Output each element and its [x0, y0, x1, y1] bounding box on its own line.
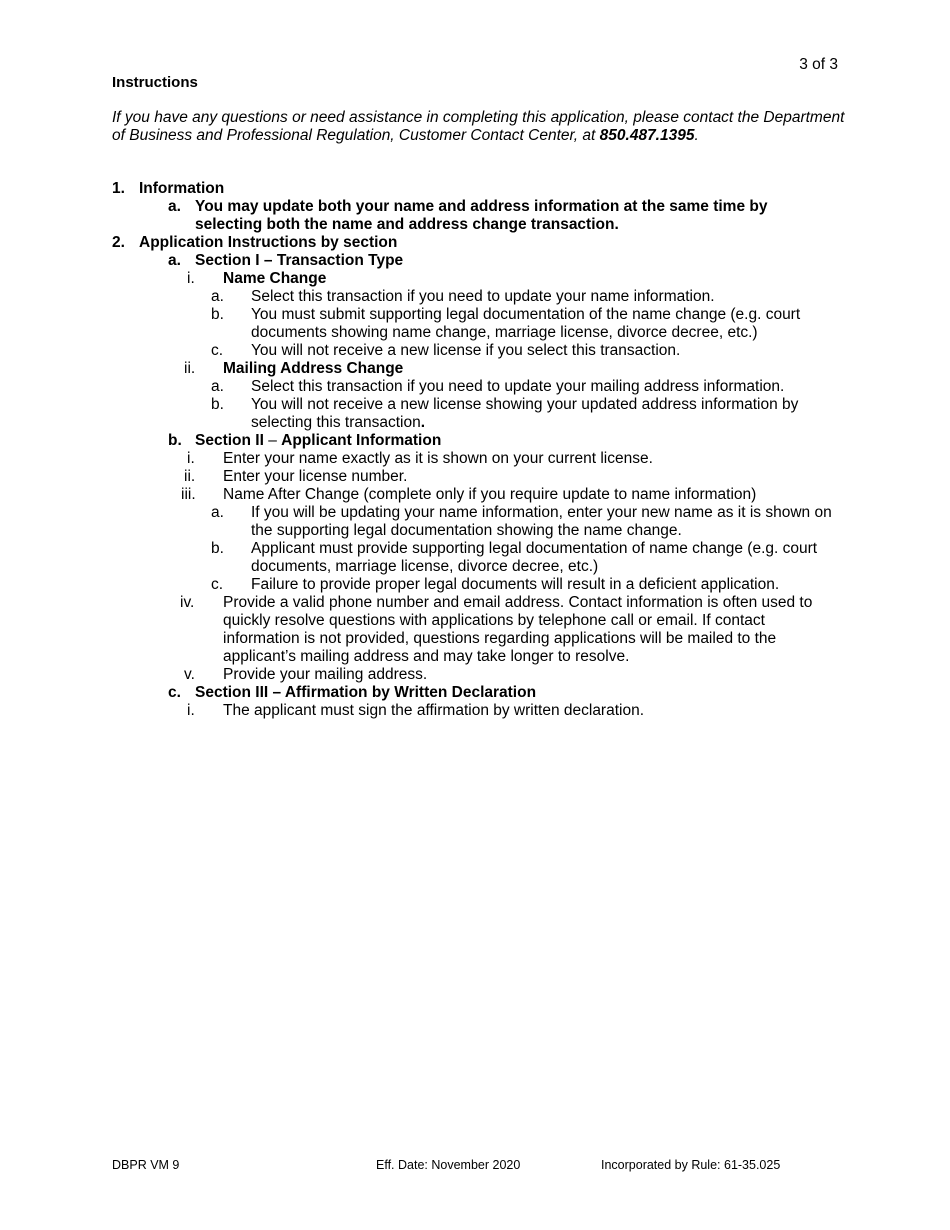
list-marker: a. [211, 378, 224, 395]
list-marker: 1. [112, 180, 125, 197]
list-marker: iii. [181, 486, 196, 503]
heading-part: Section II [195, 432, 264, 449]
subsection-heading: Section I – Transaction Type [195, 252, 404, 269]
list-item: applicant’s mailing address and may take longer to resolve. [223, 648, 630, 665]
list-marker: a. [168, 198, 181, 215]
list-item: Failure to provide proper legal documents will result in a deficient application. [251, 576, 780, 593]
list-item: The applicant must sign the affirmation by written declaration. [223, 702, 645, 719]
list-marker: i. [187, 270, 195, 287]
list-item: You must submit supporting legal documentation of the name change (e.g. court [251, 306, 801, 323]
intro-end: . [694, 127, 699, 144]
list-marker: b. [168, 432, 182, 449]
list-item: If you will be updating your name information, enter your new name as it is shown on [251, 504, 832, 521]
list-marker: c. [211, 342, 224, 359]
list-marker: b. [211, 396, 224, 413]
contact-phone: 850.487.1395 [599, 127, 695, 144]
page-number: 3 of 3 [799, 56, 838, 73]
list-marker: b. [211, 306, 224, 323]
list-item: You will not receive a new license if you select this transaction. [251, 342, 681, 359]
list-item: Provide a valid phone number and email address. Contact information is often used to [223, 594, 813, 611]
list-item: Applicant must provide supporting legal documentation of name change (e.g. court [251, 540, 818, 557]
subsection-heading: Mailing Address Change [223, 360, 404, 377]
list-item: information is not provided, questions regarding applications will be mailed to the [223, 630, 777, 647]
list-marker: iv. [180, 594, 195, 611]
list-item: Provide your mailing address. [223, 666, 428, 683]
list-marker: 2. [112, 234, 125, 251]
subsection-heading [195, 432, 441, 450]
list-item: documents showing name change, marriage license, divorce decree, etc.) [251, 324, 758, 341]
subsection-heading: Section III – Affirmation by Written Declaration [195, 684, 537, 701]
footer-rule: Incorporated by Rule: 61-35.025 [601, 1158, 781, 1172]
subsection-heading: Name Change [223, 270, 327, 287]
page-title: Instructions [112, 74, 198, 91]
list-item: Select this transaction if you need to update your mailing address information. [251, 378, 785, 395]
heading-dash: – [263, 432, 282, 449]
list-item: selecting both the name and address change transaction. [195, 216, 619, 233]
list-item-text: selecting this transaction [251, 414, 421, 431]
footer-form-id: DBPR VM 9 [112, 1158, 180, 1172]
list-marker: a. [211, 504, 224, 521]
list-item: Enter your license number. [223, 468, 408, 485]
list-item: Select this transaction if you need to update your name information. [251, 288, 715, 305]
footer-eff-date: Eff. Date: November 2020 [376, 1158, 521, 1172]
list-marker: a. [168, 252, 181, 269]
list-item: the supporting legal documentation showing the name change. [251, 522, 682, 539]
list-item: quickly resolve questions with applications by telephone call or email. If contact [223, 612, 765, 629]
list-item: Enter your name exactly as it is shown on your current license. [223, 450, 653, 467]
list-marker: ii. [184, 360, 196, 377]
heading-part: Applicant Information [281, 432, 442, 449]
intro-text: If you have any questions or need assistance in completing this application, please contact the Department of Business and Professional Regulation, Customer Contact Center, at [112, 109, 845, 144]
list-item: You may update both your name and address information at the same time by [195, 198, 768, 215]
list-marker: b. [211, 540, 224, 557]
list-item [251, 414, 425, 432]
list-marker: ii. [184, 468, 196, 485]
list-marker: a. [211, 288, 224, 305]
list-item: You will not receive a new license showing your updated address information by [251, 396, 799, 413]
list-marker: c. [168, 684, 181, 701]
list-marker: c. [211, 576, 224, 593]
list-item-period: . [420, 414, 426, 431]
list-item: documents, marriage license, divorce decree, etc.) [251, 558, 599, 575]
list-marker: i. [187, 702, 195, 719]
section-heading: Application Instructions by section [139, 234, 398, 251]
section-heading: Information [139, 180, 225, 197]
intro-paragraph [112, 109, 852, 145]
list-marker: i. [187, 450, 195, 467]
list-marker: v. [184, 666, 195, 683]
list-item: Name After Change (complete only if you require update to name information) [223, 486, 757, 503]
